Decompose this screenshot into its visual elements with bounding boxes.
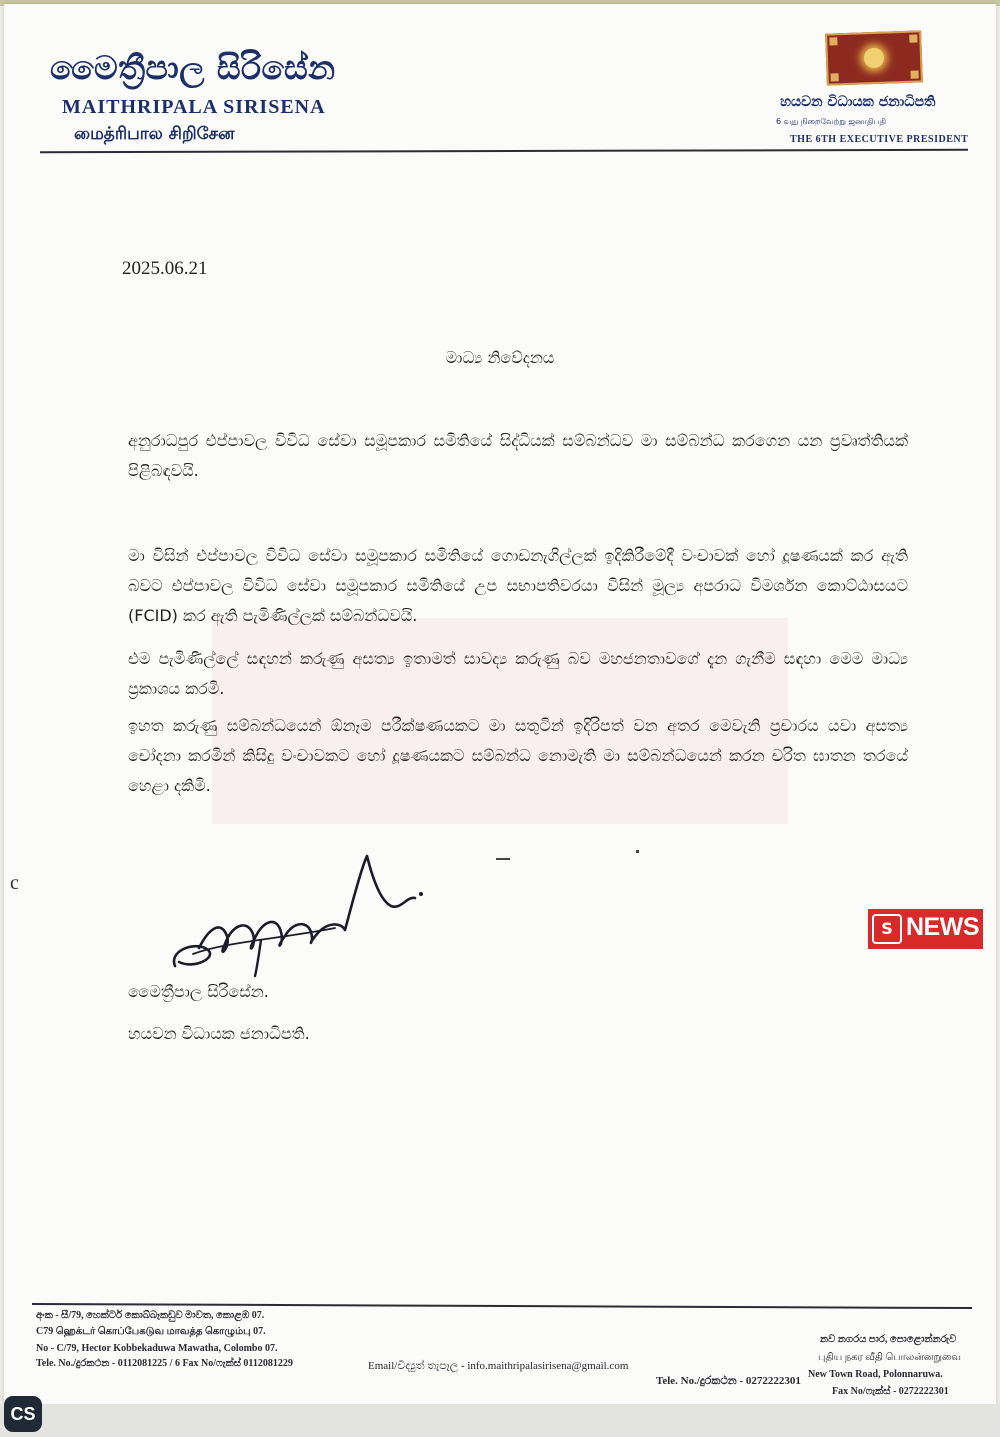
presidential-emblem-icon bbox=[825, 30, 923, 85]
footer-right-tel: Tele. No./දුරකථන - 0272222301 bbox=[656, 1375, 801, 1387]
camscanner-badge: CS bbox=[4, 1396, 42, 1432]
footer-tel-fax: Tele. No./දුරකථන - 0112081225 / 6 Fax No/ෆැක්ස් 0112081229 bbox=[36, 1358, 293, 1369]
footer-right-fax: Fax No/ෆැක්ස් - 0272222301 bbox=[832, 1386, 949, 1397]
letter-subject: මාධ්‍ය නිවේදනය bbox=[445, 348, 555, 367]
ink-dot bbox=[636, 850, 639, 853]
footer-right-sinhala: නව නගරය පාර, පොළොන්නරුව bbox=[820, 1334, 957, 1345]
news-logo-icon: S bbox=[872, 914, 902, 944]
signatory-title: හයවන විධායක ජනාධිපති. bbox=[128, 1024, 310, 1043]
ink-mark bbox=[496, 858, 510, 860]
letterhead-title-sinhala: හයවන විධායක ජනාධිපති bbox=[780, 94, 936, 110]
paragraph-1: අනුරාධපුර එප්පාවල විවිධ සේවා සමූපකාර සමිතියේ සිද්ධියක් සම්බන්ධව මා සම්බන්ධ කරගෙන යන ප්‍රවෘත්තියක් පිළිබඳවයි. bbox=[128, 431, 908, 480]
letterhead-name-english: MAITHRIPALA SIRISENA bbox=[62, 96, 326, 118]
news-badge bbox=[868, 909, 983, 949]
footer-right-english: New Town Road, Polonnaruwa. bbox=[808, 1369, 943, 1380]
footer-address-tamil: C79 ஹெக்டர் கொப்பேகடுவ மாவத்த கொழும்பு 07. bbox=[36, 1326, 266, 1337]
letterhead-name-tamil: மைத்ரிபால சிறிசேன bbox=[74, 124, 235, 144]
handwritten-signature bbox=[165, 848, 435, 978]
paragraph-4: ඉහත කරුණු සම්බන්ධයෙන් ඕනෑම පරීක්ෂණයකට මා සතුටින් ඉදිරිපත් වන අතර මෙවැනි ප්‍රචාරය යවා අසත්‍ය චෝදනා කරමින් කිසිදු වංචාවකට හෝ දූෂණයකට සම්බන්ධ නොමැති මා සම්බන්ධයෙන් කරන චරිත ඝාතන තරයේ හෙළා දකිමි. bbox=[128, 716, 908, 795]
bottom-edge-band bbox=[0, 1404, 1000, 1437]
letter-date: 2025.06.21 bbox=[122, 258, 208, 279]
footer-right-tamil: புதிய நகர வீதி பொலன்னறுவை bbox=[818, 1352, 961, 1363]
paragraph-2: මා විසින් එප්පාවල විවිධ සේවා සමූපකාර සමිතියේ ගොඩනැගිල්ලක් ඉදිකිරීමේදී වංචාවක් හෝ දූෂණයක් කර ඇති බවට එප්පාවල විවිධ සේවා සමූපකාර සමිතියේ උප සභාපතිවරයා විසින් මූල්‍ය අපරාධ විමර්ශන කොට්ඨාසයට (FCID) කර ඇති පැමිණිල්ලක් සම්බන්ධවයි. bbox=[128, 546, 908, 625]
letterhead-title-tamil: 6 வது நிறைவேற்று ஜனாதிபதி bbox=[776, 117, 887, 126]
paragraph-3: එම පැමිණිල්ලේ සඳහන් කරුණු අසත්‍ය ඉතාමත් සාවද්‍ය කරුණු බව මහජනතාවගේ දැන ගැනීම සඳහා මෙම මාධ්‍ය ප්‍රකාශය කරමි. bbox=[128, 649, 908, 698]
letterhead-title-english: THE 6TH EXECUTIVE PRESIDENT bbox=[790, 134, 969, 145]
margin-mark: c bbox=[10, 872, 19, 894]
letterhead-name-sinhala: මෛත්‍රීපාල සිරිසේන bbox=[50, 48, 336, 87]
footer-email: Email/විද්‍යුත් තැපෑල - info.maithripalasirisena@gmail.com bbox=[368, 1360, 629, 1372]
news-badge-text: NEWS bbox=[906, 913, 979, 941]
footer-address-english: No - C/79, Hector Kobbekaduwa Mawatha, Colombo 07. bbox=[36, 1343, 278, 1354]
footer-address-sinhala: අංක - සී/79, හෙක්ටර් කොබ්බෑකඩුව මාවත, කොළඹ 07. bbox=[36, 1310, 265, 1321]
signatory-name: මෛත්‍රීපාල සිරිසේන. bbox=[128, 982, 269, 1001]
